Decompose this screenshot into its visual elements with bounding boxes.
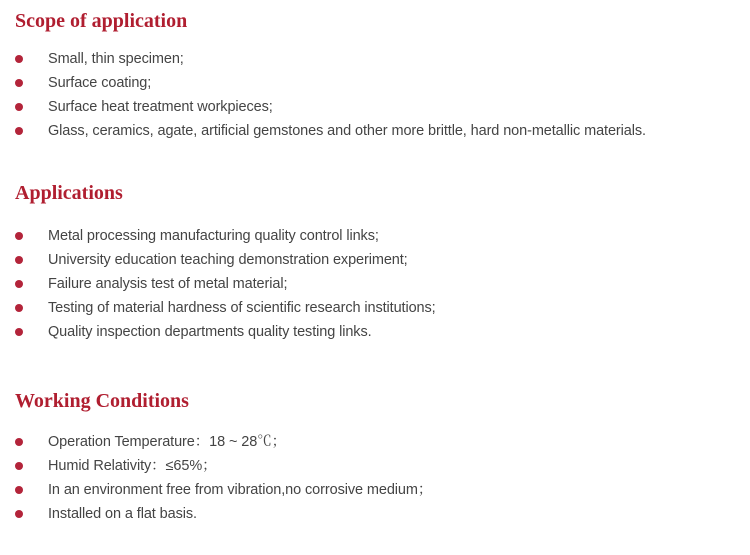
list-item-text: Surface coating; [48, 75, 152, 91]
list-item-text: Glass, ceramics, agate, artificial gemstones and other more brittle, hard non-metallic materials. [48, 123, 646, 139]
list-item-text: Quality inspection departments quality testing links. [48, 324, 372, 340]
list-item-text: Operation Temperature：18 ~ 28℃； [48, 434, 287, 450]
list-item-text: Small, thin specimen; [48, 51, 184, 67]
list-item-text: Failure analysis test of metal material; [48, 276, 288, 292]
list-item-text: Humid Relativity：≤65%； [48, 458, 217, 474]
bullet-icon [15, 232, 23, 240]
bullet-icon [15, 462, 23, 470]
list-item-text: University education teaching demonstration experiment; [48, 252, 408, 268]
bullet-icon [15, 438, 23, 446]
list-item-text: Metal processing manufacturing quality control links; [48, 228, 379, 244]
list-item-text: In an environment free from vibration,no corrosive medium； [48, 482, 433, 498]
bullet-icon [15, 103, 23, 111]
bullet-icon [15, 256, 23, 264]
bullet-icon [15, 304, 23, 312]
bullet-icon [15, 127, 23, 135]
bullet-icon [15, 328, 23, 336]
scope-heading: Scope of application [15, 10, 188, 32]
bullet-icon [15, 79, 23, 87]
bullet-icon [15, 280, 23, 288]
applications-heading: Applications [15, 182, 123, 204]
list-item-text: Installed on a flat basis. [48, 506, 197, 522]
bullet-icon [15, 486, 23, 494]
list-item-text: Surface heat treatment workpieces; [48, 99, 273, 115]
bullet-icon [15, 55, 23, 63]
list-item-text: Testing of material hardness of scientific research institutions; [48, 300, 436, 316]
working-conditions-heading: Working Conditions [15, 390, 189, 412]
bullet-icon [15, 510, 23, 518]
